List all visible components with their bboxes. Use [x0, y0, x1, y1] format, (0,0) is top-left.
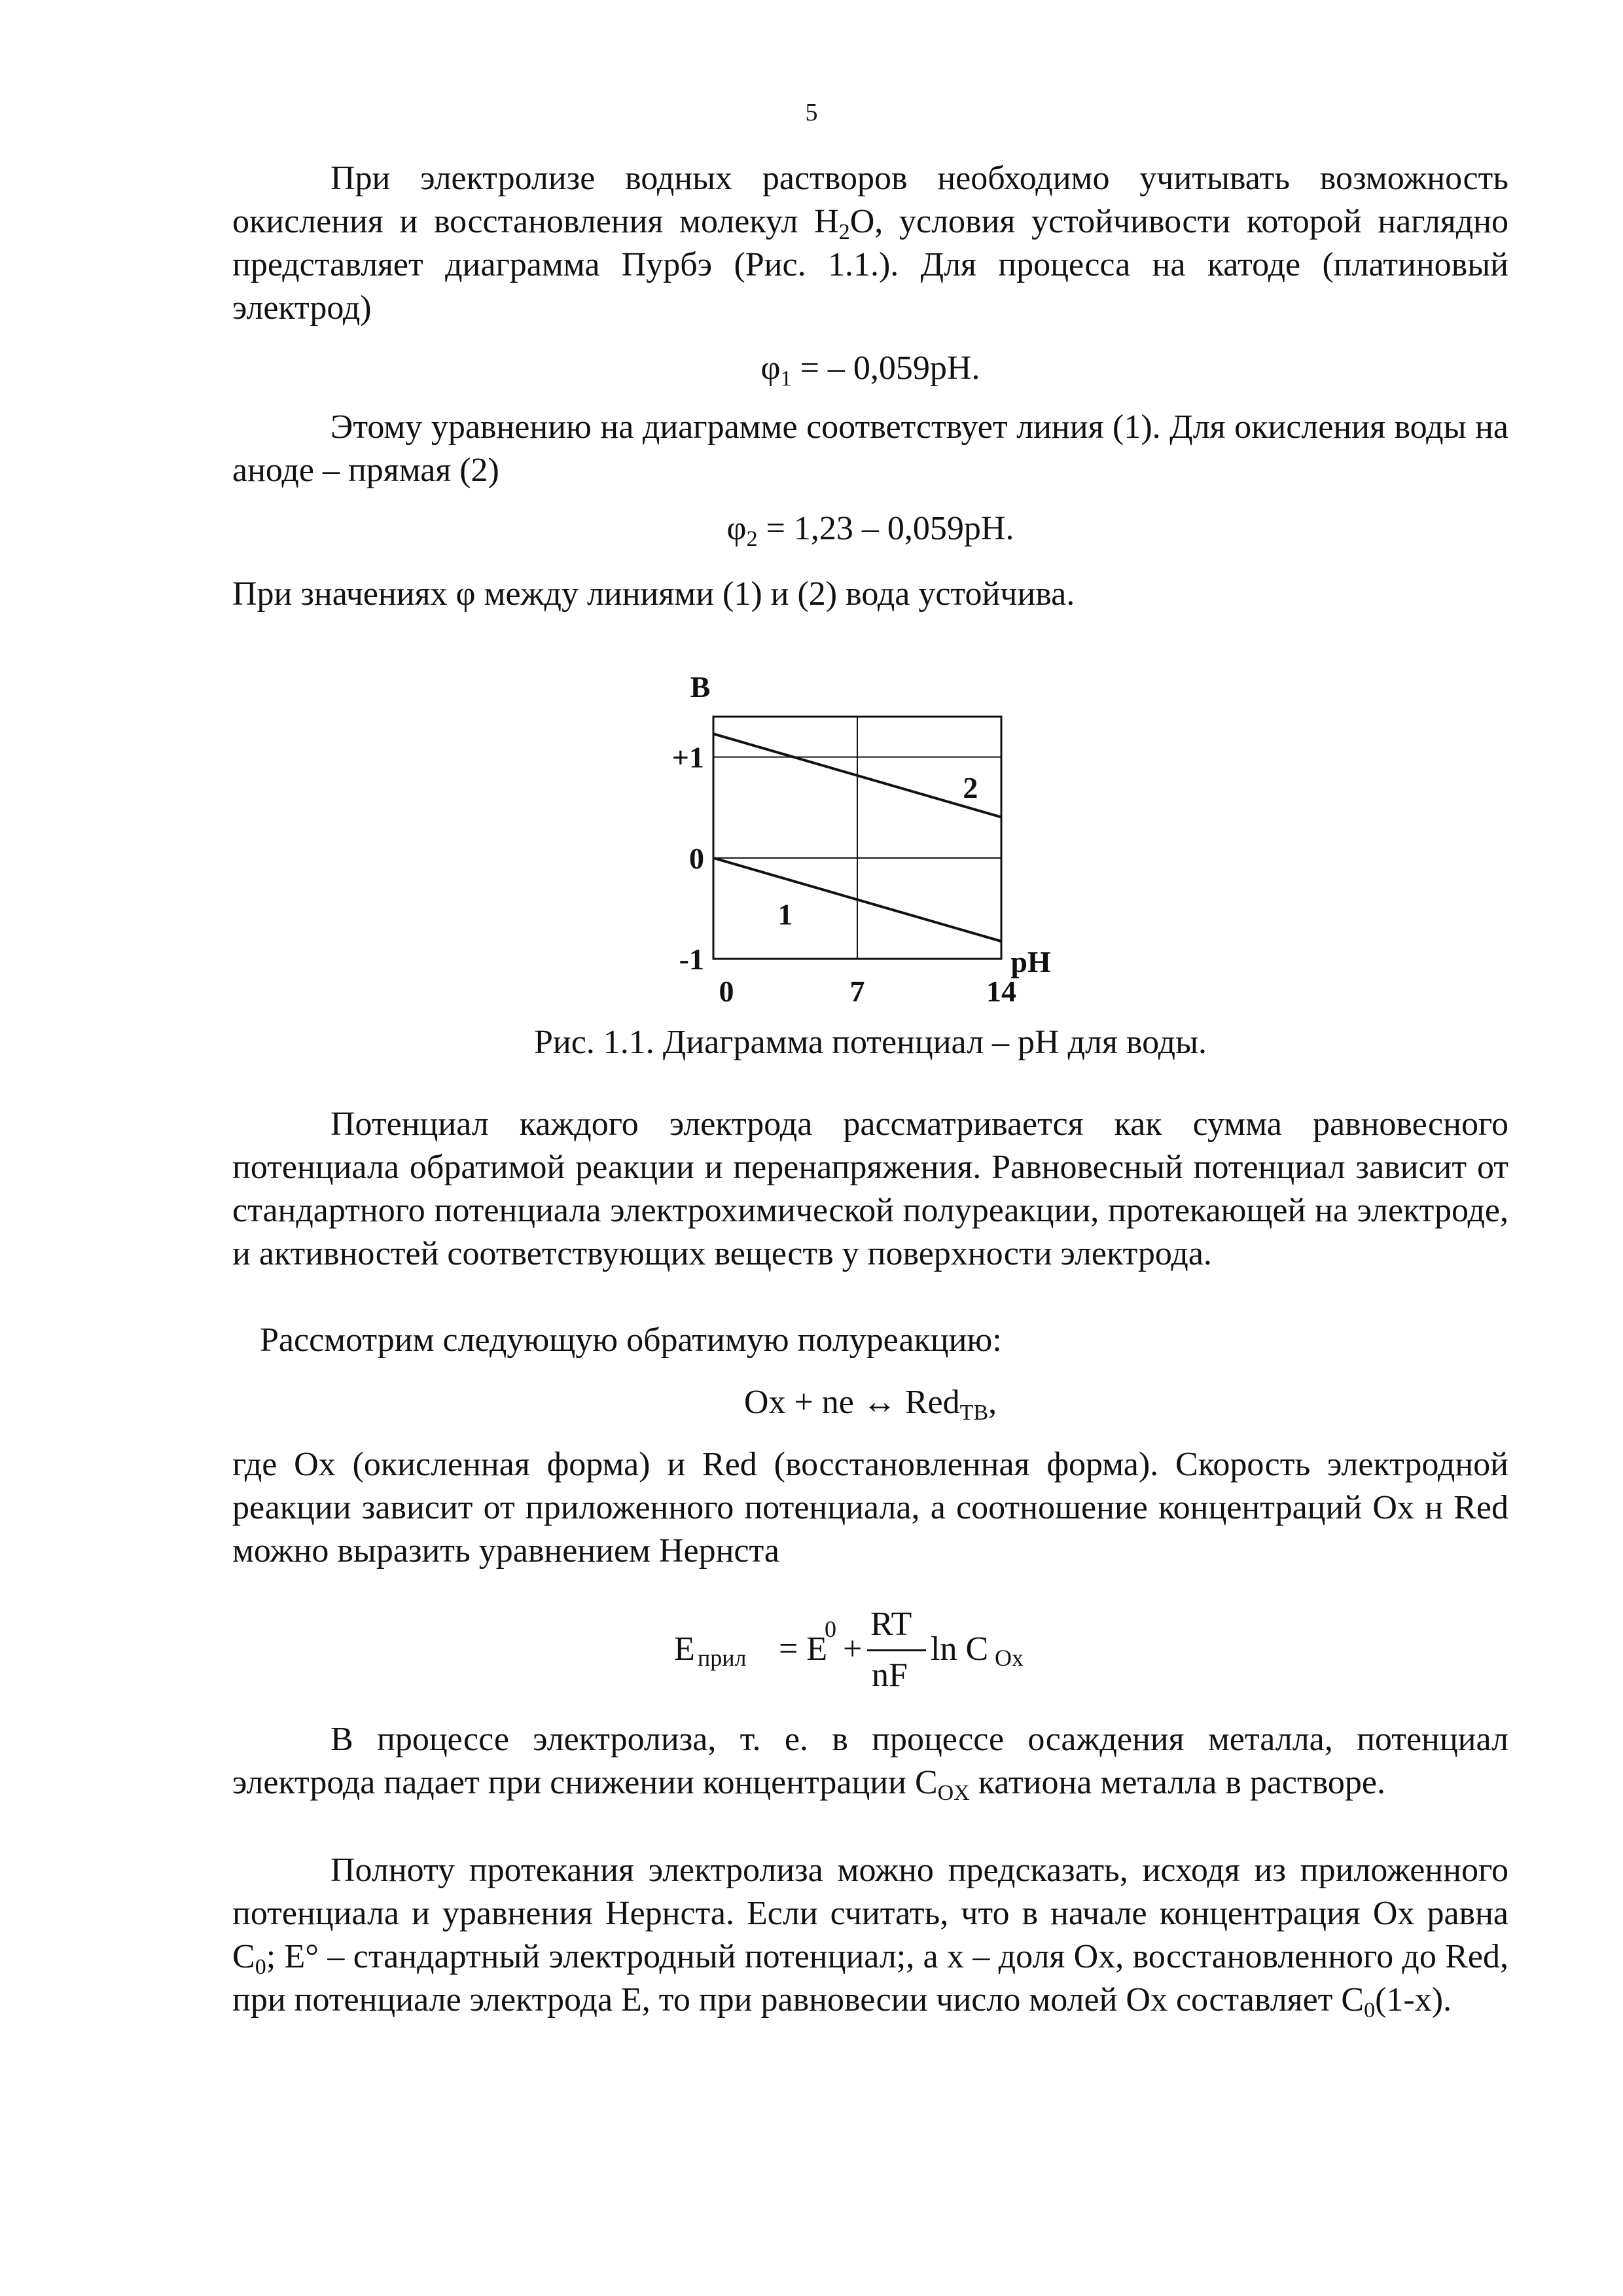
- subscript: 1: [780, 367, 792, 391]
- y-tick-label: -1: [679, 942, 704, 976]
- pourbaix-chart-svg: [654, 668, 1099, 1021]
- paragraph-completeness: [232, 1849, 1508, 2022]
- x-tick-label: 14: [986, 975, 1016, 1008]
- equation-phi1: [232, 347, 1508, 390]
- subscript: OX: [937, 1781, 970, 1805]
- paragraph-completeness-text-1: Полноту протекания электролиза можно предсказать, исходя из приложенного потенциала и уравнения Нернста. Если считать, что в начале концентрация Ox равна C: [232, 1852, 1508, 1975]
- paragraph-electrolysis-text-1: В процессе электролиза, т. е. в процессе осаждения металла, потенциал электрода падает при снижении концентрации C: [232, 1721, 1508, 1801]
- paragraph-halfreaction-intro: Рассмотрим следующую обратимую полуреакцию:: [260, 1321, 1002, 1359]
- equation-halfreaction: [232, 1381, 1508, 1424]
- nernst-numerator: RT: [870, 1605, 912, 1643]
- paragraph-completeness-text-3: (1-x).: [1375, 1981, 1452, 2018]
- x-tick-label: 7: [849, 975, 865, 1008]
- page-number: 5: [805, 99, 818, 126]
- x-axis-label: pH: [1010, 945, 1051, 978]
- subscript: 0: [255, 1955, 266, 1979]
- equation-rhs: = – 0,059pH.: [791, 350, 980, 387]
- paragraph-electrolysis-text-2: катиона металла в растворе.: [969, 1764, 1385, 1801]
- series-label-1: 1: [777, 897, 793, 931]
- paragraph-potential: Потенциал каждого электрода рассматривается как сумма равновесного потенциала обратимой реакции и перенапряжения. Равновесный потенциал зависит от стандартного потенциала электрохимической полуреакции, протекающей на электроде, и активностей соответствующих веществ у поверхности электрода.: [232, 1105, 1508, 1272]
- paragraph-completeness-text-2: ; E° – стандартный электродный потенциал;, а x – доля Ox, восстановленного до Red, при потенциале электрода E, то при равновесии число молей Ox составляет C: [232, 1938, 1508, 2018]
- paragraph-intro-text-1: При электролизе водных растворов необходимо учитывать возможность окисления и восстановления молекул H: [232, 160, 1508, 240]
- nernst-ln: ln C: [931, 1630, 989, 1668]
- nernst-equation: [674, 1597, 1067, 1702]
- equation-phi2: [232, 507, 1508, 550]
- paragraph-nernst-intro: где Ox (окисленная форма) и Red (восстановленная форма). Скорость электродной реакции зависит от приложенного потенциала, а соотношение концентраций Ox н Red можно выразить уравнением Нернста: [232, 1446, 1508, 1570]
- nernst-E-subscript: прил: [698, 1645, 747, 1671]
- paragraph-electrolysis: [232, 1718, 1508, 1804]
- halfreaction-main: Ox + ne ↔ Red: [743, 1384, 960, 1421]
- phi-symbol: φ: [726, 510, 747, 547]
- nernst-ln-subscript: Ox: [995, 1645, 1024, 1671]
- subscript: ТВ: [959, 1401, 989, 1425]
- halfreaction-tail: ,: [988, 1384, 997, 1421]
- pourbaix-diagram: [654, 668, 1099, 1021]
- y-tick-label: 0: [689, 841, 704, 875]
- y-tick-label: +1: [671, 740, 704, 774]
- paragraph-intro: [232, 157, 1508, 330]
- equation-rhs: = 1,23 – 0,059pH.: [757, 510, 1014, 547]
- nernst-denominator: nF: [872, 1657, 908, 1694]
- nernst-superscript: 0: [825, 1616, 836, 1642]
- subscript: 2: [746, 527, 758, 551]
- nernst-E: E: [674, 1630, 695, 1668]
- y-axis-label: B: [690, 670, 711, 704]
- series-label-2: 2: [963, 770, 978, 804]
- x-tick-label: 0: [719, 975, 734, 1008]
- subscript: 0: [1364, 1998, 1376, 2022]
- nernst-fraction-line: [867, 1649, 926, 1651]
- paragraph-intro-text-2: O, условия устойчивости которой наглядно представляет диаграмма Пурбэ (Рис. 1.1.). Для процесса на катоде (платиновый электрод): [232, 203, 1508, 327]
- subscript: 2: [838, 220, 850, 244]
- nernst-equals-E0: = E: [779, 1630, 828, 1668]
- paragraph-line1: Этому уравнению на диаграмме соответствует линия (1). Для окисления воды на аноде – прямая (2): [232, 408, 1508, 489]
- figure-caption: Рис. 1.1. Диаграмма потенциал – pH для воды.: [533, 1024, 1207, 1061]
- phi-symbol: φ: [760, 350, 781, 387]
- nernst-plus: +: [843, 1630, 863, 1668]
- paragraph-stability: При значениях φ между линиями (1) и (2) вода устойчива.: [232, 575, 1075, 613]
